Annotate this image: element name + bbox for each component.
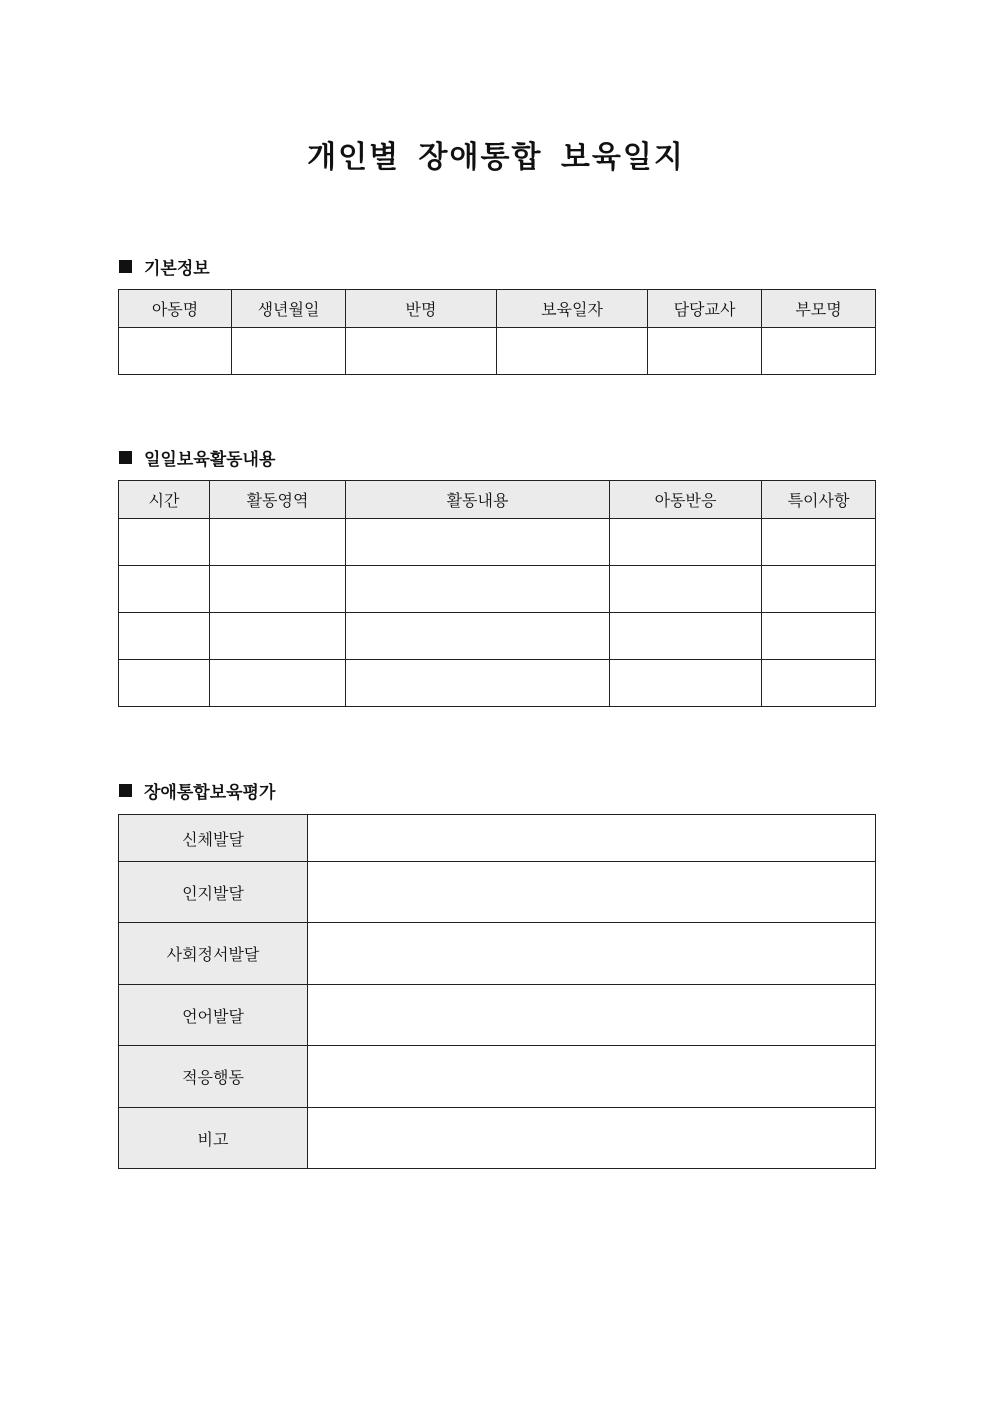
evaluation-value-cognitive[interactable] [308, 862, 876, 923]
table-row [119, 862, 876, 923]
table-row [119, 923, 876, 985]
class-name-cell[interactable] [346, 328, 497, 375]
evaluation-value-physical[interactable] [308, 815, 876, 862]
notes-cell[interactable] [762, 660, 876, 707]
table-row [119, 1046, 876, 1108]
table-row [119, 613, 876, 660]
activity-content-cell[interactable] [346, 660, 610, 707]
teacher-cell[interactable] [648, 328, 762, 375]
column-header-teacher: 담당교사 [648, 290, 762, 328]
table-row [119, 660, 876, 707]
notes-cell[interactable] [762, 566, 876, 613]
child-name-cell[interactable] [119, 328, 232, 375]
evaluation-label-remarks: 비고 [119, 1108, 308, 1169]
child-response-cell[interactable] [610, 519, 762, 566]
column-header-parent-name: 부모명 [762, 290, 876, 328]
column-header-child-name: 아동명 [119, 290, 232, 328]
evaluation-table [118, 814, 876, 1169]
square-bullet-icon [119, 260, 132, 273]
table-row [119, 566, 876, 613]
parent-name-cell[interactable] [762, 328, 876, 375]
section-heading-basic-info [119, 254, 210, 279]
child-response-cell[interactable] [610, 566, 762, 613]
column-header-child-response: 아동반응 [610, 481, 762, 519]
activity-area-cell[interactable] [210, 519, 346, 566]
section-heading-label: 장애통합보육평가 [144, 783, 276, 803]
column-header-notes: 특이사항 [762, 481, 876, 519]
section-heading-daily-activities [119, 445, 275, 470]
activity-area-cell[interactable] [210, 566, 346, 613]
care-date-cell[interactable] [497, 328, 648, 375]
time-cell[interactable] [119, 613, 210, 660]
activity-content-cell[interactable] [346, 613, 610, 660]
activity-content-cell[interactable] [346, 566, 610, 613]
column-header-birthdate: 생년월일 [232, 290, 346, 328]
table-row [119, 328, 876, 375]
column-header-activity-content: 활동내용 [346, 481, 610, 519]
table-row [119, 519, 876, 566]
section-heading-label: 일일보육활동내용 [144, 450, 276, 470]
evaluation-label-physical: 신체발달 [119, 815, 308, 862]
activity-content-cell[interactable] [346, 519, 610, 566]
evaluation-label-cognitive: 인지발달 [119, 862, 308, 923]
column-header-class-name: 반명 [346, 290, 497, 328]
evaluation-value-social-emotional[interactable] [308, 923, 876, 985]
evaluation-value-remarks[interactable] [308, 1108, 876, 1169]
notes-cell[interactable] [762, 519, 876, 566]
table-header-row [119, 290, 876, 328]
activity-area-cell[interactable] [210, 660, 346, 707]
time-cell[interactable] [119, 660, 210, 707]
column-header-time: 시간 [119, 481, 210, 519]
evaluation-label-adaptive-behavior: 적응행동 [119, 1046, 308, 1108]
daily-activities-table [118, 480, 876, 707]
section-heading-label: 기본정보 [144, 259, 210, 279]
child-response-cell[interactable] [610, 613, 762, 660]
birthdate-cell[interactable] [232, 328, 346, 375]
table-row [119, 1108, 876, 1169]
time-cell[interactable] [119, 519, 210, 566]
evaluation-label-language: 언어발달 [119, 985, 308, 1046]
notes-cell[interactable] [762, 613, 876, 660]
time-cell[interactable] [119, 566, 210, 613]
table-row [119, 815, 876, 862]
evaluation-label-social-emotional: 사회정서발달 [119, 923, 308, 985]
square-bullet-icon [119, 451, 132, 464]
table-header-row [119, 481, 876, 519]
section-heading-evaluation [119, 778, 275, 803]
activity-area-cell[interactable] [210, 613, 346, 660]
evaluation-value-language[interactable] [308, 985, 876, 1046]
basic-info-table [118, 289, 876, 375]
page-title: 개인별 장애통합 보육일지 [307, 140, 685, 175]
child-response-cell[interactable] [610, 660, 762, 707]
column-header-care-date: 보육일자 [497, 290, 648, 328]
square-bullet-icon [119, 784, 132, 797]
evaluation-value-adaptive-behavior[interactable] [308, 1046, 876, 1108]
table-row [119, 985, 876, 1046]
column-header-activity-area: 활동영역 [210, 481, 346, 519]
